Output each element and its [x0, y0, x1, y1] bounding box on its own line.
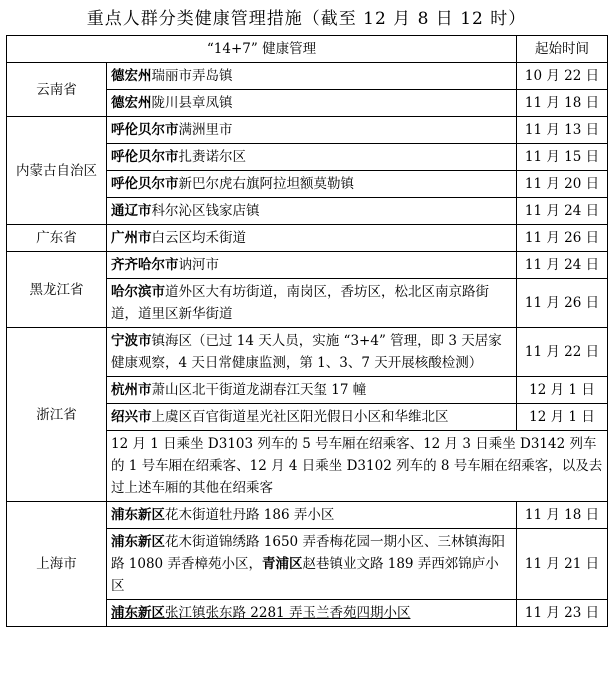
location-cell [107, 117, 517, 144]
location-cell [107, 225, 517, 252]
city-name: 德宏州 [111, 95, 152, 111]
date-cell: 11 月 24 日 [517, 252, 608, 279]
table-row [7, 63, 608, 90]
table-header-row [7, 36, 608, 63]
city-name: 杭州市 [111, 382, 152, 398]
location-cell [107, 279, 517, 328]
district-name: 讷河市 [178, 257, 219, 273]
date-cell: 12 月 1 日 [517, 377, 608, 404]
date-cell: 11 月 21 日 [517, 529, 608, 600]
location-cell [107, 404, 517, 431]
city-name: 通辽市 [111, 203, 152, 219]
province-cell: 内蒙古自治区 [7, 117, 107, 225]
city-name: 呼伦贝尔市 [111, 149, 179, 165]
district-name: 上虞区百官街道星光社区阳光假日小区和华维北区 [151, 409, 449, 425]
district-name: 新巴尔虎右旗阿拉坦额莫勒镇 [178, 176, 354, 192]
date-cell: 12 月 1 日 [517, 404, 608, 431]
table-row [7, 117, 608, 144]
district-name: 镇海区（已过 14 天人员，实施 “3+4” 管理，即 3 天居家健康观察，4 天日常健康监测，第 1、3、7 天开展核酸检测） [111, 333, 502, 371]
location-cell [107, 63, 517, 90]
province-cell: 广东省 [7, 225, 107, 252]
table-row [7, 328, 608, 377]
header-start-time: 起始时间 [517, 36, 608, 63]
district-name: 满洲里市 [178, 122, 233, 138]
district-name: 白云区均禾街道 [151, 230, 246, 246]
train-passengers-cell: 12 月 1 日乘坐 D3103 列车的 5 号车厢在绍乘客、12 月 3 日乘坐 D3142 列车的 1 号车厢在绍乘客、12 月 4 日乘坐 D3102 列车的 8 号车厢在绍乘客，以及去过上述车厢的其他在绍乘客 [107, 431, 608, 502]
province-cell: 上海市 [7, 502, 107, 627]
date-cell: 11 月 18 日 [517, 502, 608, 529]
city-name: 呼伦贝尔市 [111, 122, 179, 138]
location-cell [107, 377, 517, 404]
date-cell: 11 月 26 日 [517, 279, 608, 328]
location-cell [107, 171, 517, 198]
city-name: 浦东新区 [111, 534, 165, 550]
district-name: 张江镇张东路 2281 弄玉兰香苑四期小区 [165, 605, 411, 621]
city-name: 绍兴市 [111, 409, 152, 425]
location-cell [107, 600, 517, 627]
city-name: 哈尔滨市 [111, 284, 165, 300]
date-cell: 11 月 24 日 [517, 198, 608, 225]
city-name: 呼伦贝尔市 [111, 176, 179, 192]
date-cell: 11 月 26 日 [517, 225, 608, 252]
date-cell: 11 月 20 日 [517, 171, 608, 198]
city-name: 齐齐哈尔市 [111, 257, 179, 273]
province-cell: 黑龙江省 [7, 252, 107, 328]
city-name: 浦东新区 [111, 605, 165, 621]
district-name: 赵巷镇业文路 189 弄西郊锦庐小区 [111, 556, 499, 594]
date-cell: 11 月 15 日 [517, 144, 608, 171]
table-row [7, 502, 608, 529]
location-cell [107, 502, 517, 529]
city-name: 德宏州 [111, 68, 152, 84]
city-name: 浦东新区 [111, 507, 165, 523]
underlined-entry [111, 605, 410, 621]
district-name: 扎赉诺尔区 [178, 149, 246, 165]
date-cell: 11 月 23 日 [517, 600, 608, 627]
location-cell [107, 252, 517, 279]
date-cell: 11 月 22 日 [517, 328, 608, 377]
location-cell [107, 198, 517, 225]
city-name: 青浦区 [261, 556, 303, 572]
location-cell [107, 90, 517, 117]
table-row [7, 252, 608, 279]
district-name: 科尔沁区钱家店镇 [151, 203, 260, 219]
city-name: 广州市 [111, 230, 152, 246]
date-cell: 11 月 18 日 [517, 90, 608, 117]
page-title: 重点人群分类健康管理措施（截至 12 月 8 日 12 时） [86, 9, 527, 29]
district-name: 陇川县章凤镇 [151, 95, 233, 111]
province-cell: 云南省 [7, 63, 107, 117]
district-name: 花木街道锦绣路 1650 弄香梅花园一期小区、三林镇海阳路 1080 弄香樟苑小区， [111, 534, 505, 572]
date-cell: 11 月 13 日 [517, 117, 608, 144]
location-cell [107, 529, 517, 600]
location-cell [107, 328, 517, 377]
header-measure: “14+7” 健康管理 [7, 36, 517, 63]
date-cell: 10 月 22 日 [517, 63, 608, 90]
measures-table [6, 35, 608, 627]
city-name: 宁波市 [111, 333, 152, 349]
location-cell [107, 144, 517, 171]
district-name: 道外区大有坊街道，南岗区，香坊区，松北区南京路街道，道里区新华街道 [111, 284, 489, 322]
province-cell: 浙江省 [7, 328, 107, 502]
table-row [7, 225, 608, 252]
district-name: 瑞丽市弄岛镇 [151, 68, 233, 84]
district-name: 萧山区北干街道龙湖春江天玺 17 幢 [151, 382, 367, 398]
district-name: 花木街道牡丹路 186 弄小区 [165, 507, 335, 523]
